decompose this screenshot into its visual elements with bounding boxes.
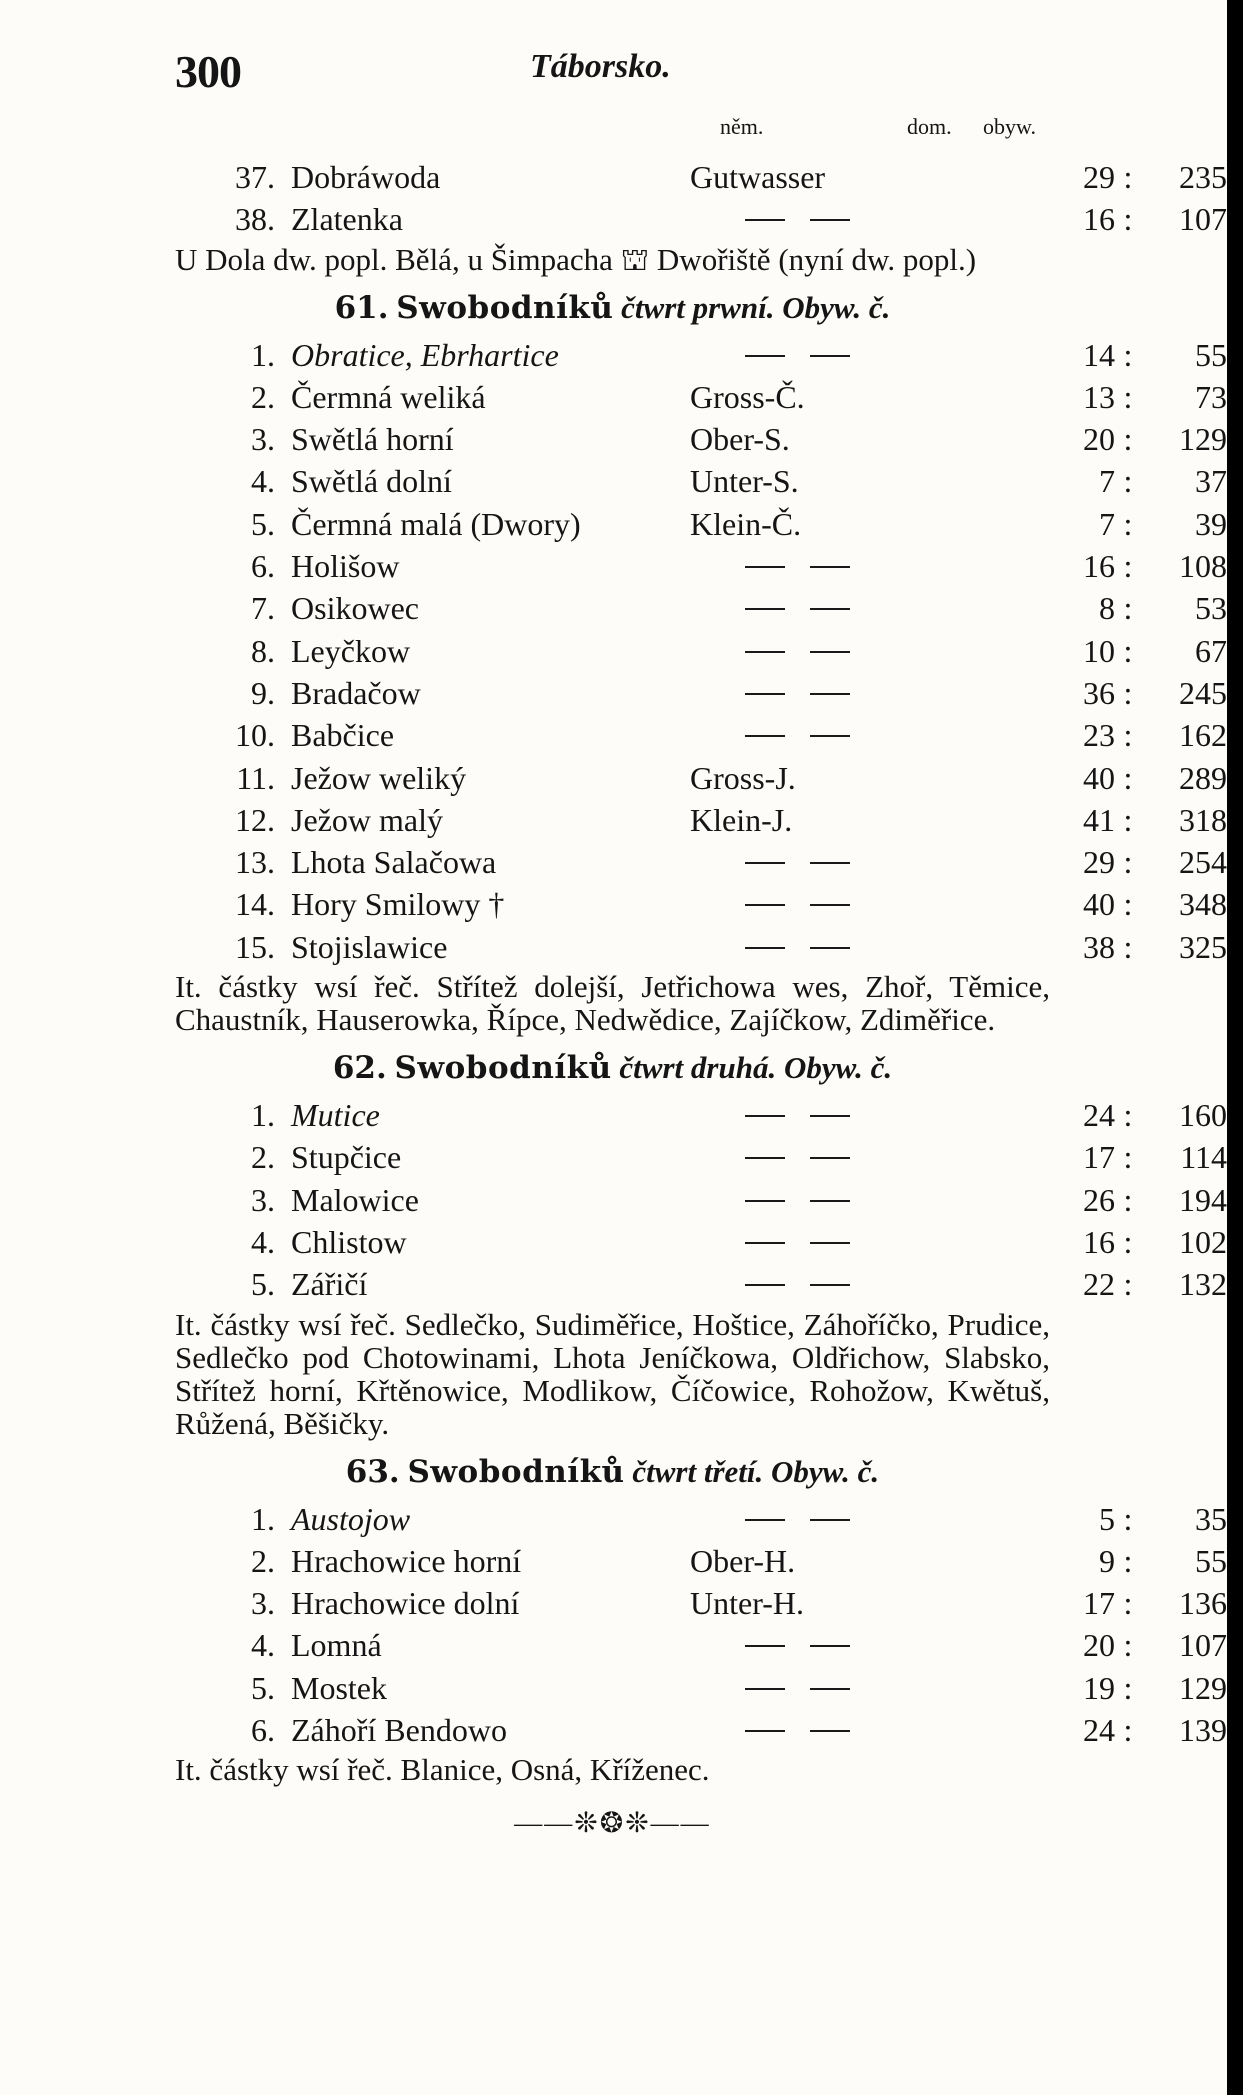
table-row [175, 460, 1227, 502]
place-name: Holišow [291, 548, 400, 585]
place-name: Hrachowice horní [291, 1542, 522, 1579]
colon-separator: : [1123, 421, 1133, 458]
house-count: 17 [1083, 1585, 1115, 1622]
colon-separator: : [1123, 844, 1133, 881]
place-name: Osikowec [291, 590, 419, 627]
place-name: Swětlá horní [291, 421, 454, 458]
table-row [175, 841, 1227, 883]
row-number: 9. [251, 674, 275, 711]
place-name: Obratice, Ebrhartice [291, 336, 559, 373]
col-houses-header: dom. [907, 114, 952, 139]
inhabitant-count: 139 [1179, 1712, 1227, 1749]
house-count: 7 [1099, 505, 1115, 542]
place-name: Mostek [291, 1669, 387, 1706]
table-row [175, 418, 1227, 460]
inhabitant-count: 108 [1179, 548, 1227, 585]
row-number: 1. [251, 336, 275, 373]
page-number: 300 [175, 46, 241, 97]
running-title: Táborsko. [530, 48, 671, 85]
house-count: 23 [1083, 717, 1115, 754]
house-count: 5 [1099, 1500, 1115, 1537]
inhabitant-count: 289 [1179, 759, 1227, 796]
section-subtitle: čtwrt prwní. Obyw. č. [621, 289, 891, 325]
section-title: Swobodníků [407, 1453, 625, 1490]
section-heading [175, 1452, 1050, 1492]
section-note: It. částky wsí řeč. Střítež dolejší, Jetřichowa wes, Zhoř, Těmice, Chaustník, Hauserowka, Řípce, Nedwědice, Zajíčkow, Zdiměřice. [175, 969, 1050, 1038]
table-row [175, 1667, 1227, 1709]
table-row [175, 1221, 1227, 1263]
german-name: Klein-J. [690, 801, 793, 838]
place-name: Lhota Salačowa [291, 844, 497, 881]
place-name: Lomná [291, 1627, 382, 1664]
inhabitant-count: 73 [1195, 378, 1227, 415]
inhabitant-count: 194 [1179, 1181, 1227, 1218]
colon-separator: : [1123, 1542, 1133, 1579]
table-row [175, 926, 1227, 968]
inhabitant-count: 35 [1195, 1500, 1227, 1537]
inhabitant-count: 136 [1179, 1585, 1227, 1622]
house-count: 40 [1083, 759, 1115, 796]
inhabitant-count: 129 [1179, 1669, 1227, 1706]
place-name: Zářičí [291, 1266, 368, 1303]
row-number: 3. [251, 1181, 275, 1218]
colon-separator: : [1123, 590, 1133, 627]
row-number: 6. [251, 548, 275, 585]
house-count: 29 [1083, 844, 1115, 881]
colon-separator: : [1123, 336, 1133, 373]
table-row [175, 1709, 1227, 1751]
colon-separator: : [1123, 928, 1133, 965]
german-name: Gutwasser [690, 159, 826, 195]
row-number: 12. [235, 801, 275, 838]
place-name: Malowice [291, 1181, 419, 1218]
inhabitant-count: 107 [1179, 201, 1227, 238]
inhabitant-count: 235 [1179, 159, 1227, 195]
row-number: 1. [251, 1097, 275, 1134]
table-row [175, 799, 1227, 841]
colon-separator: : [1123, 1266, 1133, 1303]
inhabitant-count: 37 [1195, 463, 1227, 500]
place-name: Leyčkow [291, 632, 411, 669]
row-number: 2. [251, 1139, 275, 1176]
colon-separator: : [1123, 1181, 1133, 1218]
inhabitant-count: 102 [1179, 1223, 1227, 1260]
colon-separator: : [1123, 1712, 1133, 1749]
section-61 [175, 288, 1227, 1038]
table-row [175, 883, 1227, 925]
inhabitant-count: 348 [1179, 886, 1227, 923]
table-row [175, 1540, 1227, 1582]
table-row [175, 757, 1227, 799]
inhabitant-count: 160 [1179, 1097, 1227, 1134]
house-count: 7 [1099, 463, 1115, 500]
colon-separator: : [1123, 1669, 1133, 1706]
colon-separator: : [1123, 1223, 1133, 1260]
inhabitant-count: 245 [1179, 674, 1227, 711]
end-ornament: ——❊❂❊—— [514, 1808, 711, 1840]
place-name: Stojislawice [291, 928, 448, 965]
german-name: Unter-H. [690, 1585, 804, 1622]
house-count: 38 [1083, 928, 1115, 965]
colon-separator: : [1123, 717, 1133, 754]
german-name: Gross-J. [690, 759, 796, 796]
column-headers [175, 114, 1050, 156]
place-name: Hory Smilowy † [291, 886, 505, 923]
inhabitant-count: 129 [1179, 421, 1227, 458]
colon-separator: : [1123, 1500, 1133, 1537]
intro-rows [175, 156, 1227, 241]
section-number: 62. [332, 1050, 387, 1087]
row-number: 13. [235, 844, 275, 881]
house-count: 10 [1083, 632, 1115, 669]
place-name: Dobráwoda [291, 159, 441, 195]
section-heading [175, 1048, 1050, 1088]
inhabitant-count: 254 [1179, 844, 1227, 881]
place-name: Záhoří Bendowo [291, 1712, 507, 1749]
table-row [175, 1179, 1227, 1221]
house-count: 17 [1083, 1139, 1115, 1176]
german-name: Ober-S. [690, 421, 790, 458]
row-number: 4. [251, 1223, 275, 1260]
german-name: Gross-Č. [690, 378, 805, 415]
page-text-block [175, 0, 1227, 1840]
table-row [175, 714, 1227, 756]
house-count: 40 [1083, 886, 1115, 923]
house-count: 41 [1083, 801, 1115, 838]
table-row [175, 630, 1227, 672]
colon-separator: : [1123, 886, 1133, 923]
col-german-header: něm. [720, 114, 764, 139]
place-name: Čermná weliká [291, 378, 486, 415]
inhabitant-count: 162 [1179, 717, 1227, 754]
colon-separator: : [1123, 759, 1133, 796]
table-row [175, 1582, 1227, 1624]
row-number: 10. [235, 717, 275, 754]
table-row [175, 1498, 1227, 1540]
german-name: Klein-Č. [690, 505, 802, 542]
section-63 [175, 1452, 1227, 1788]
place-name: Ježow weliký [291, 759, 467, 796]
house-count: 19 [1083, 1669, 1115, 1706]
table-row [175, 545, 1227, 587]
place-name: Ježow malý [291, 801, 443, 838]
row-number: 1. [251, 1500, 275, 1537]
colon-separator: : [1123, 1627, 1133, 1664]
colon-separator: : [1123, 463, 1133, 500]
inhabitant-count: 39 [1195, 505, 1227, 542]
section-note: It. částky wsí řeč. Blanice, Osná, Kříženec. [175, 1752, 710, 1788]
sections [175, 288, 1227, 1788]
row-number: 4. [251, 463, 275, 500]
row-number: 3. [251, 421, 275, 458]
row-number: 4. [251, 1627, 275, 1664]
german-name: Unter-S. [690, 463, 799, 500]
row-number: 14. [235, 886, 275, 923]
table-row [175, 1094, 1227, 1136]
house-count: 16 [1083, 548, 1115, 585]
section-title: Swobodníků [396, 289, 614, 326]
row-number: 15. [235, 928, 275, 965]
table-row [175, 198, 1227, 240]
house-count: 16 [1083, 201, 1115, 238]
place-name: Swětlá dolní [291, 463, 452, 500]
colon-separator: : [1123, 505, 1133, 542]
row-number: 6. [251, 1712, 275, 1749]
row-number: 5. [251, 505, 275, 542]
row-number: 2. [251, 1542, 275, 1579]
table-row [175, 376, 1227, 418]
table-row [175, 334, 1227, 376]
colon-separator: : [1123, 1139, 1133, 1176]
table-row [175, 1263, 1227, 1305]
place-name: Chlistow [291, 1223, 407, 1260]
place-name: Čermná malá (Dwory) [291, 505, 581, 542]
place-name: Babčice [291, 717, 395, 754]
col-inhabitants-header: obyw. [983, 114, 1036, 139]
section-number: 63. [345, 1453, 400, 1490]
inhabitant-count: 325 [1179, 928, 1227, 965]
row-number: 37. [235, 159, 275, 195]
inhabitant-count: 318 [1179, 801, 1227, 838]
place-name: Stupčice [291, 1139, 402, 1176]
page-header [175, 0, 1050, 118]
colon-separator: : [1123, 548, 1133, 585]
section-heading [175, 288, 1050, 328]
house-count: 20 [1083, 1627, 1115, 1664]
place-name: Mutice [291, 1097, 380, 1134]
place-name: Zlatenka [291, 201, 403, 238]
table-row [175, 156, 1227, 198]
place-name: Austojow [291, 1500, 411, 1537]
colon-separator: : [1123, 378, 1133, 415]
colon-separator: : [1123, 632, 1133, 669]
table-row [175, 672, 1227, 714]
house-count: 24 [1083, 1097, 1115, 1134]
row-number: 3. [251, 1585, 275, 1622]
colon-separator: : [1123, 159, 1133, 195]
section-subtitle: čtwrt druhá. Obyw. č. [619, 1050, 893, 1086]
colon-separator: : [1123, 801, 1133, 838]
inhabitant-count: 55 [1195, 1542, 1227, 1579]
house-count: 8 [1099, 590, 1115, 627]
inhabitant-count: 53 [1195, 590, 1227, 627]
row-number: 5. [251, 1266, 275, 1303]
house-count: 14 [1083, 336, 1115, 373]
row-number: 5. [251, 1669, 275, 1706]
row-number: 7. [251, 590, 275, 627]
house-count: 9 [1099, 1542, 1115, 1579]
colon-separator: : [1123, 1097, 1133, 1134]
section-62 [175, 1048, 1227, 1441]
intro-note: U Dola dw. popl. Bělá, u Šimpacha ⛫ Dwořiště (nyní dw. popl.) [175, 241, 977, 277]
inhabitant-count: 132 [1179, 1266, 1227, 1303]
house-count: 16 [1083, 1223, 1115, 1260]
table-row [175, 1624, 1227, 1666]
house-count: 29 [1083, 159, 1115, 195]
colon-separator: : [1123, 1585, 1133, 1622]
place-name: Hrachowice dolní [291, 1585, 520, 1622]
house-count: 20 [1083, 421, 1115, 458]
inhabitant-count: 114 [1180, 1139, 1227, 1176]
house-count: 24 [1083, 1712, 1115, 1749]
section-number: 61. [334, 289, 389, 326]
row-number: 11. [236, 759, 275, 796]
house-count: 22 [1083, 1266, 1115, 1303]
inhabitant-count: 55 [1195, 336, 1227, 373]
colon-separator: : [1123, 201, 1133, 238]
table-row [175, 503, 1227, 545]
house-count: 13 [1083, 378, 1115, 415]
german-name: Ober-H. [690, 1542, 796, 1579]
section-note: It. částky wsí řeč. Sedlečko, Sudiměřice, Hoštice, Záhoříčko, Prudice, Sedlečko pod Chotowinami, Lhota Jeníčkowa, Oldřichow, Slabsko, Střítež horní, Křtěnowice, Modlikow, Číčowice, Rohožow, Kwětuš, Růžená, Běšičky. [175, 1306, 1050, 1441]
row-number: 8. [251, 632, 275, 669]
section-subtitle: čtwrt třetí. Obyw. č. [632, 1453, 880, 1489]
row-number: 2. [251, 378, 275, 415]
place-name: Bradačow [291, 674, 421, 711]
table-row [175, 1136, 1227, 1178]
table-row [175, 587, 1227, 629]
colon-separator: : [1123, 674, 1133, 711]
house-count: 26 [1083, 1181, 1115, 1218]
house-count: 36 [1083, 674, 1115, 711]
inhabitant-count: 67 [1195, 632, 1227, 669]
row-number: 38. [235, 201, 275, 238]
section-title: Swobodníků [394, 1050, 612, 1087]
inhabitant-count: 107 [1179, 1627, 1227, 1664]
